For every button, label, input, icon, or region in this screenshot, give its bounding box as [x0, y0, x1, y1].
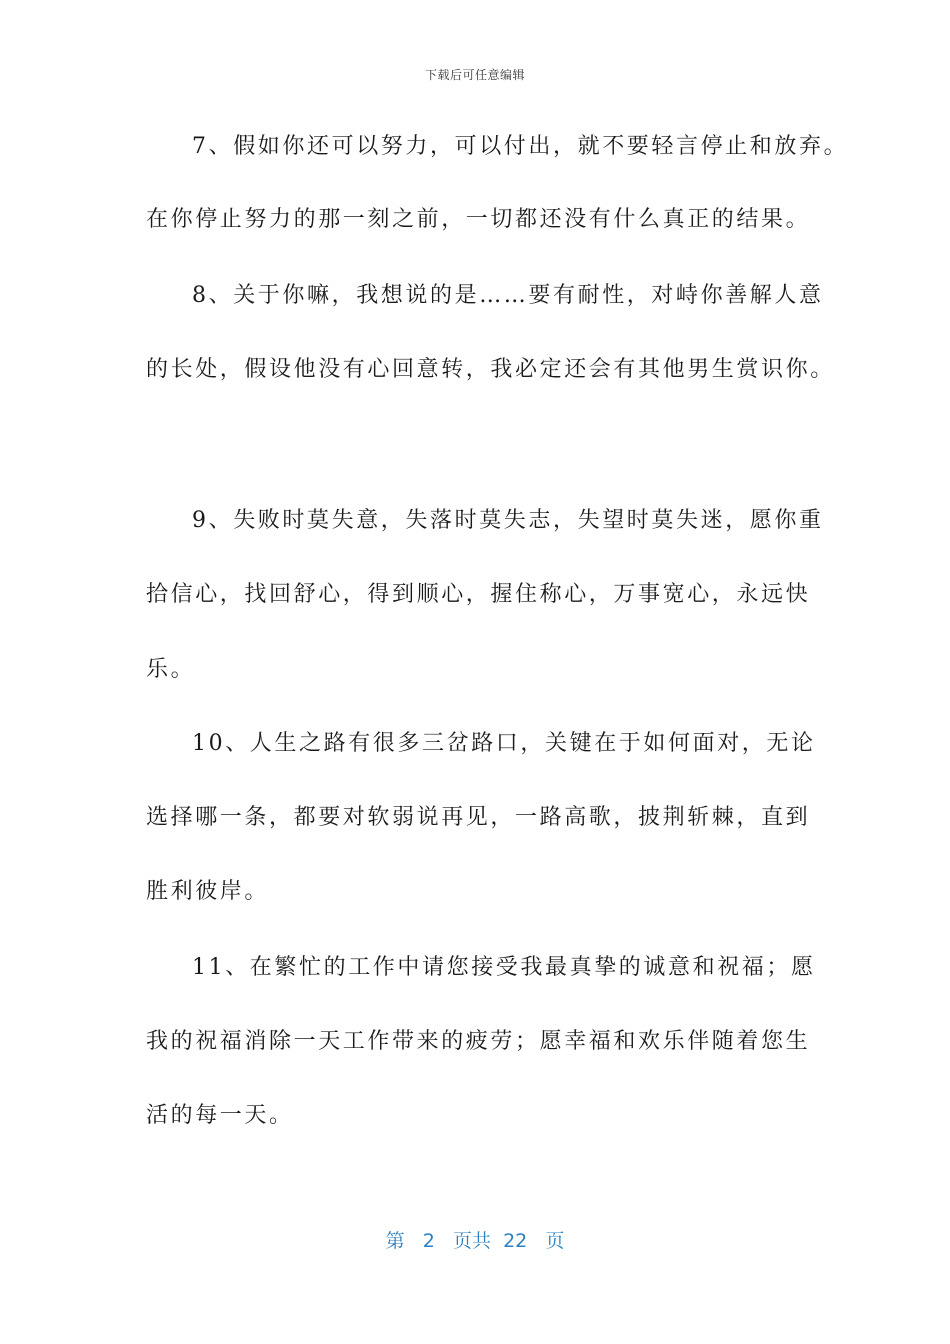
paragraph-line: 11、在繁忙的工作中请您接受我最真挚的诚意和祝福；愿 [192, 955, 816, 980]
header-note: 下载后可任意编辑 [424, 68, 525, 82]
paragraph-line: 9、失败时莫失意，失落时莫失志，失望时莫失迷，愿你重 [192, 508, 824, 533]
paragraph-line: 7、假如你还可以努力，可以付出，就不要轻言停止和放弃。 [192, 134, 849, 159]
paragraph-line: 活的每一天。 [146, 1103, 294, 1128]
paragraph-line: 选择哪一条，都要对软弱说再见，一路高歌，披荆斩棘，直到 [146, 805, 811, 830]
paragraph-line: 在你停止努力的那一刻之前，一切都还没有什么真正的结果。 [146, 207, 811, 232]
paragraph-line: 10、人生之路有很多三岔路口，关键在于如何面对，无论 [192, 731, 816, 756]
paragraph-line: 的长处，假设他没有心回意转，我必定还会有其他男生赏识你。 [146, 357, 835, 382]
paragraph-line: 8、关于你嘛，我想说的是……要有耐性，对峙你善解人意 [192, 283, 824, 308]
paragraph-line: 拾信心，找回舒心，得到顺心，握住称心，万事宽心，永远快 [146, 582, 811, 607]
current-page-number: 2 [422, 1230, 435, 1252]
total-pages-number: 22 [503, 1230, 528, 1252]
page-prefix: 第 [385, 1230, 405, 1252]
page-suffix: 页 [545, 1230, 565, 1252]
page-mid: 页共 [452, 1230, 491, 1252]
paragraph-line: 我的祝福消除一天工作带来的疲劳；愿幸福和欢乐伴随着您生 [146, 1029, 811, 1054]
paragraph-line: 乐。 [146, 657, 196, 682]
page-number-footer [0, 1226, 950, 1253]
paragraph-line: 胜利彼岸。 [146, 879, 270, 904]
